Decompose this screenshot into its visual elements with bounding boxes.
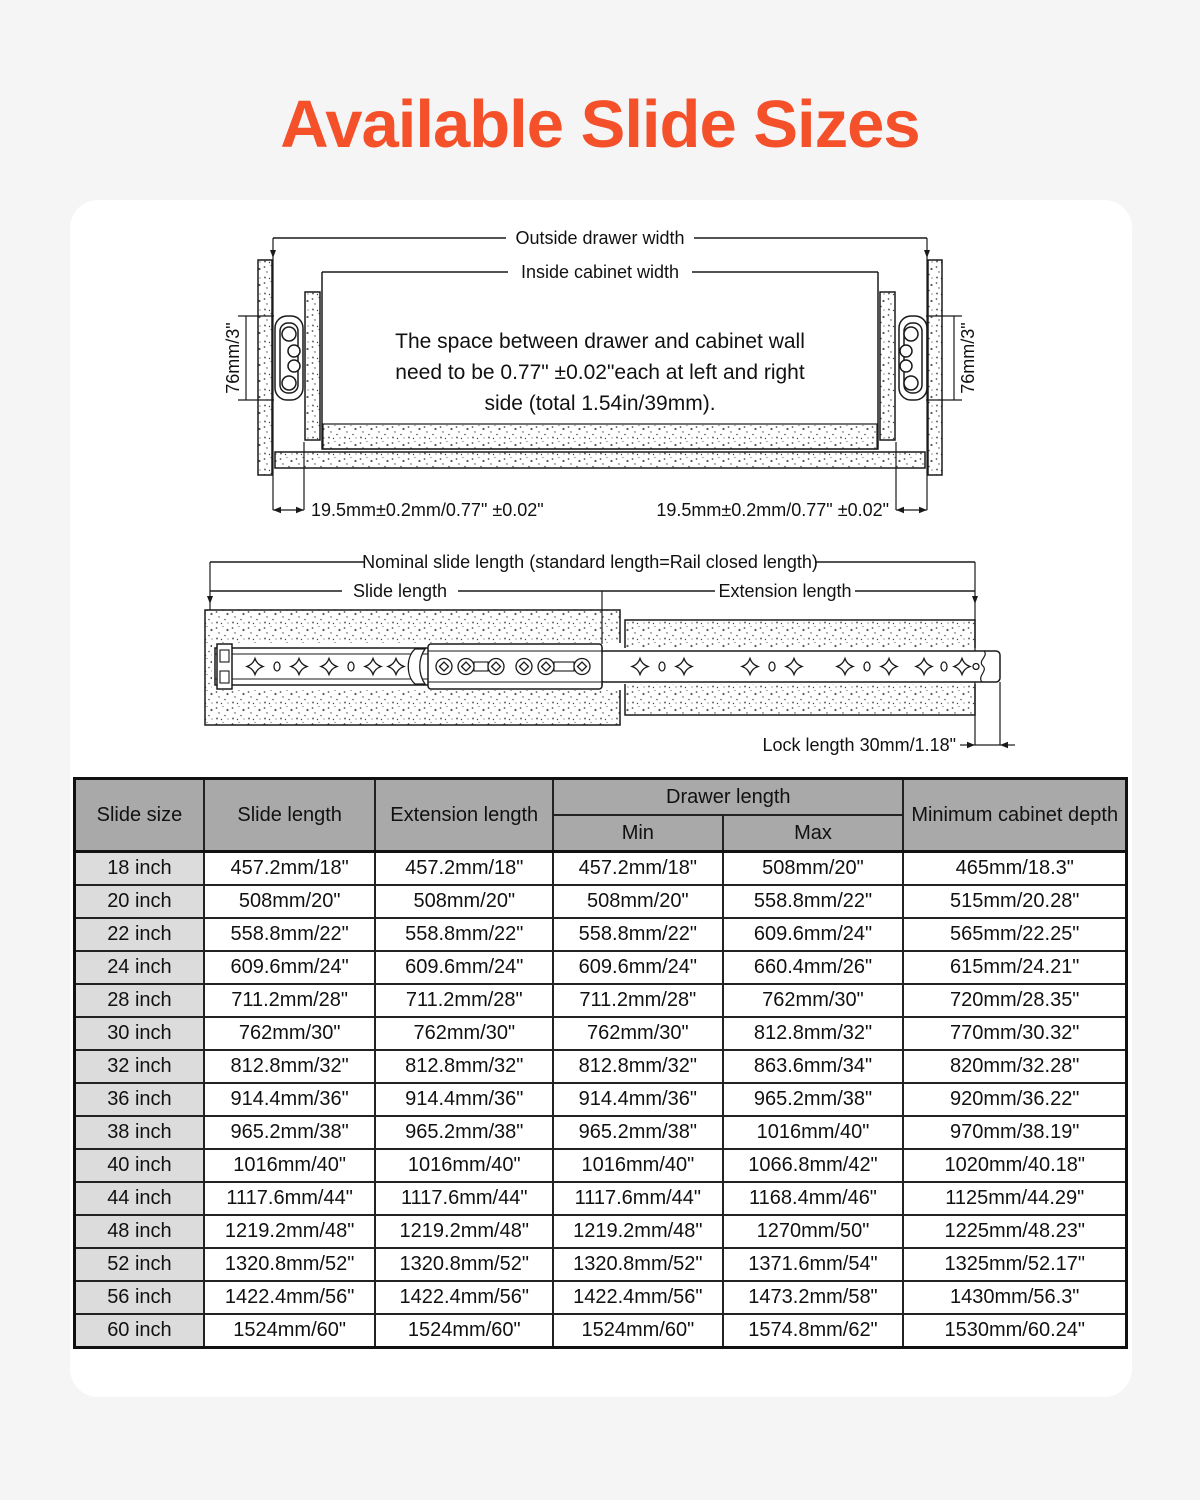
value-cell: 720mm/28.35" xyxy=(903,984,1126,1017)
value-cell: 558.8mm/22" xyxy=(553,918,722,951)
table-row xyxy=(75,1314,1127,1348)
slide-length-diagram xyxy=(70,545,1132,775)
value-cell: 711.2mm/28" xyxy=(204,984,375,1017)
slide-size-cell: 30 inch xyxy=(75,1017,204,1050)
value-cell: 1225mm/48.23" xyxy=(903,1215,1126,1248)
slide-cross-section-right xyxy=(899,316,927,400)
slide-size-cell: 24 inch xyxy=(75,951,204,984)
slide-size-cell: 56 inch xyxy=(75,1281,204,1314)
value-cell: 1422.4mm/56" xyxy=(375,1281,553,1314)
slide-size-cell: 40 inch xyxy=(75,1149,204,1182)
table-row xyxy=(75,951,1127,984)
slide-cross-section-left xyxy=(275,316,303,400)
header-slide-size: Slide size xyxy=(75,779,204,852)
cabinet-wall-right xyxy=(928,260,942,475)
value-cell: 914.4mm/36" xyxy=(375,1083,553,1116)
value-cell: 1016mm/40" xyxy=(723,1116,904,1149)
table-row xyxy=(75,1017,1127,1050)
slide-size-cell: 28 inch xyxy=(75,984,204,1017)
value-cell: 1066.8mm/42" xyxy=(723,1149,904,1182)
slide-size-cell: 38 inch xyxy=(75,1116,204,1149)
table-row xyxy=(75,1182,1127,1215)
header-minimum-cabinet-depth: Minimum cabinet depth xyxy=(903,779,1126,852)
drawer-side-right xyxy=(880,292,895,440)
nominal-length-label: Nominal slide length (standard length=Rail closed length) xyxy=(362,552,818,572)
table-row xyxy=(75,1083,1127,1116)
slide-size-cell: 20 inch xyxy=(75,885,204,918)
slide-size-table xyxy=(73,777,1128,1349)
value-cell: 1320.8mm/52" xyxy=(553,1248,722,1281)
value-cell: 965.2mm/38" xyxy=(723,1083,904,1116)
value-cell: 1125mm/44.29" xyxy=(903,1182,1126,1215)
value-cell: 609.6mm/24" xyxy=(553,951,722,984)
header-slide-length: Slide length xyxy=(204,779,375,852)
value-cell: 762mm/30" xyxy=(375,1017,553,1050)
table-row xyxy=(75,1248,1127,1281)
value-cell: 1020mm/40.18" xyxy=(903,1149,1126,1182)
spacing-note-line3: side (total 1.54in/39mm). xyxy=(484,392,716,415)
value-cell: 1325mm/52.17" xyxy=(903,1248,1126,1281)
table-row xyxy=(75,1281,1127,1314)
value-cell: 1016mm/40" xyxy=(375,1149,553,1182)
value-cell: 515mm/20.28" xyxy=(903,885,1126,918)
value-cell: 770mm/30.32" xyxy=(903,1017,1126,1050)
inside-width-label: Inside cabinet width xyxy=(520,262,680,282)
value-cell: 457.2mm/18" xyxy=(204,852,375,886)
slide-size-cell: 18 inch xyxy=(75,852,204,886)
table-header xyxy=(75,779,1127,852)
value-cell: 970mm/38.19" xyxy=(903,1116,1126,1149)
value-cell: 1016mm/40" xyxy=(553,1149,722,1182)
slide-height-label-right: 76mm/3" xyxy=(958,322,978,394)
value-cell: 1270mm/50" xyxy=(723,1215,904,1248)
value-cell: 660.4mm/26" xyxy=(723,951,904,984)
slide-size-cell: 48 inch xyxy=(75,1215,204,1248)
value-cell: 1117.6mm/44" xyxy=(204,1182,375,1215)
value-cell: 812.8mm/32" xyxy=(553,1050,722,1083)
value-cell: 1430mm/56.3" xyxy=(903,1281,1126,1314)
value-cell: 1524mm/60" xyxy=(375,1314,553,1348)
value-cell: 1524mm/60" xyxy=(204,1314,375,1348)
slide-size-cell: 52 inch xyxy=(75,1248,204,1281)
value-cell: 820mm/32.28" xyxy=(903,1050,1126,1083)
value-cell: 1219.2mm/48" xyxy=(375,1215,553,1248)
drawer-width-diagram xyxy=(70,200,1132,560)
value-cell: 762mm/30" xyxy=(553,1017,722,1050)
value-cell: 914.4mm/36" xyxy=(553,1083,722,1116)
value-cell: 812.8mm/32" xyxy=(204,1050,375,1083)
value-cell: 920mm/36.22" xyxy=(903,1083,1126,1116)
value-cell: 565mm/22.25" xyxy=(903,918,1126,951)
table-row xyxy=(75,984,1127,1017)
value-cell: 1530mm/60.24" xyxy=(903,1314,1126,1348)
value-cell: 965.2mm/38" xyxy=(204,1116,375,1149)
spacing-note-line2: need to be 0.77" ±0.02"each at left and right xyxy=(395,361,805,384)
gap-label-right: 19.5mm±0.2mm/0.77" ±0.02" xyxy=(656,500,889,520)
slide-size-cell: 22 inch xyxy=(75,918,204,951)
value-cell: 812.8mm/32" xyxy=(375,1050,553,1083)
value-cell: 1524mm/60" xyxy=(553,1314,722,1348)
value-cell: 1422.4mm/56" xyxy=(204,1281,375,1314)
page-title: Available Slide Sizes xyxy=(280,87,920,162)
value-cell: 465mm/18.3" xyxy=(903,852,1126,886)
header-min: Min xyxy=(553,815,722,852)
table-row xyxy=(75,885,1127,918)
value-cell: 1320.8mm/52" xyxy=(375,1248,553,1281)
drawer-side-left xyxy=(305,292,320,440)
value-cell: 508mm/20" xyxy=(375,885,553,918)
value-cell: 1016mm/40" xyxy=(204,1149,375,1182)
value-cell: 508mm/20" xyxy=(723,852,904,886)
slide-length-label: Slide length xyxy=(352,581,448,601)
header-max: Max xyxy=(723,815,904,852)
value-cell: 1219.2mm/48" xyxy=(553,1215,722,1248)
value-cell: 558.8mm/22" xyxy=(723,885,904,918)
value-cell: 457.2mm/18" xyxy=(553,852,722,886)
value-cell: 558.8mm/22" xyxy=(375,918,553,951)
value-cell: 1219.2mm/48" xyxy=(204,1215,375,1248)
value-cell: 1422.4mm/56" xyxy=(553,1281,722,1314)
value-cell: 965.2mm/38" xyxy=(375,1116,553,1149)
value-cell: 615mm/24.21" xyxy=(903,951,1126,984)
header-extension-length: Extension length xyxy=(375,779,553,852)
value-cell: 762mm/30" xyxy=(204,1017,375,1050)
value-cell: 1320.8mm/52" xyxy=(204,1248,375,1281)
cabinet-wall-left xyxy=(258,260,272,475)
value-cell: 812.8mm/32" xyxy=(723,1017,904,1050)
table-row xyxy=(75,1149,1127,1182)
value-cell: 1371.6mm/54" xyxy=(723,1248,904,1281)
value-cell: 711.2mm/28" xyxy=(553,984,722,1017)
gap-label-left: 19.5mm±0.2mm/0.77" ±0.02" xyxy=(311,500,544,520)
slide-size-cell: 36 inch xyxy=(75,1083,204,1116)
header-drawer-length: Drawer length xyxy=(553,779,903,816)
value-cell: 508mm/20" xyxy=(204,885,375,918)
table-row xyxy=(75,1116,1127,1149)
slide-size-cell: 44 inch xyxy=(75,1182,204,1215)
table-row xyxy=(75,918,1127,951)
value-cell: 1117.6mm/44" xyxy=(375,1182,553,1215)
value-cell: 558.8mm/22" xyxy=(204,918,375,951)
value-cell: 1168.4mm/46" xyxy=(723,1182,904,1215)
value-cell: 609.6mm/24" xyxy=(204,951,375,984)
slide-size-cell: 60 inch xyxy=(75,1314,204,1348)
slide-size-cell: 32 inch xyxy=(75,1050,204,1083)
lock-length-label: Lock length 30mm/1.18" xyxy=(762,735,956,755)
spacing-note-line1: The space between drawer and cabinet wall xyxy=(395,330,805,353)
value-cell: 863.6mm/34" xyxy=(723,1050,904,1083)
cabinet-bottom-board xyxy=(275,452,925,468)
value-cell: 609.6mm/24" xyxy=(723,918,904,951)
table-row xyxy=(75,1215,1127,1248)
value-cell: 1574.8mm/62" xyxy=(723,1314,904,1348)
value-cell: 1473.2mm/58" xyxy=(723,1281,904,1314)
extension-length-label: Extension length xyxy=(718,581,852,601)
value-cell: 609.6mm/24" xyxy=(375,951,553,984)
slide-height-label-left: 76mm/3" xyxy=(223,322,243,394)
table-body xyxy=(75,852,1127,1348)
table-row xyxy=(75,1050,1127,1083)
value-cell: 762mm/30" xyxy=(723,984,904,1017)
value-cell: 457.2mm/18" xyxy=(375,852,553,886)
value-cell: 914.4mm/36" xyxy=(204,1083,375,1116)
value-cell: 1117.6mm/44" xyxy=(553,1182,722,1215)
value-cell: 965.2mm/38" xyxy=(553,1116,722,1149)
value-cell: 711.2mm/28" xyxy=(375,984,553,1017)
value-cell: 508mm/20" xyxy=(553,885,722,918)
outside-width-label: Outside drawer width xyxy=(515,228,685,248)
table-row xyxy=(75,852,1127,886)
